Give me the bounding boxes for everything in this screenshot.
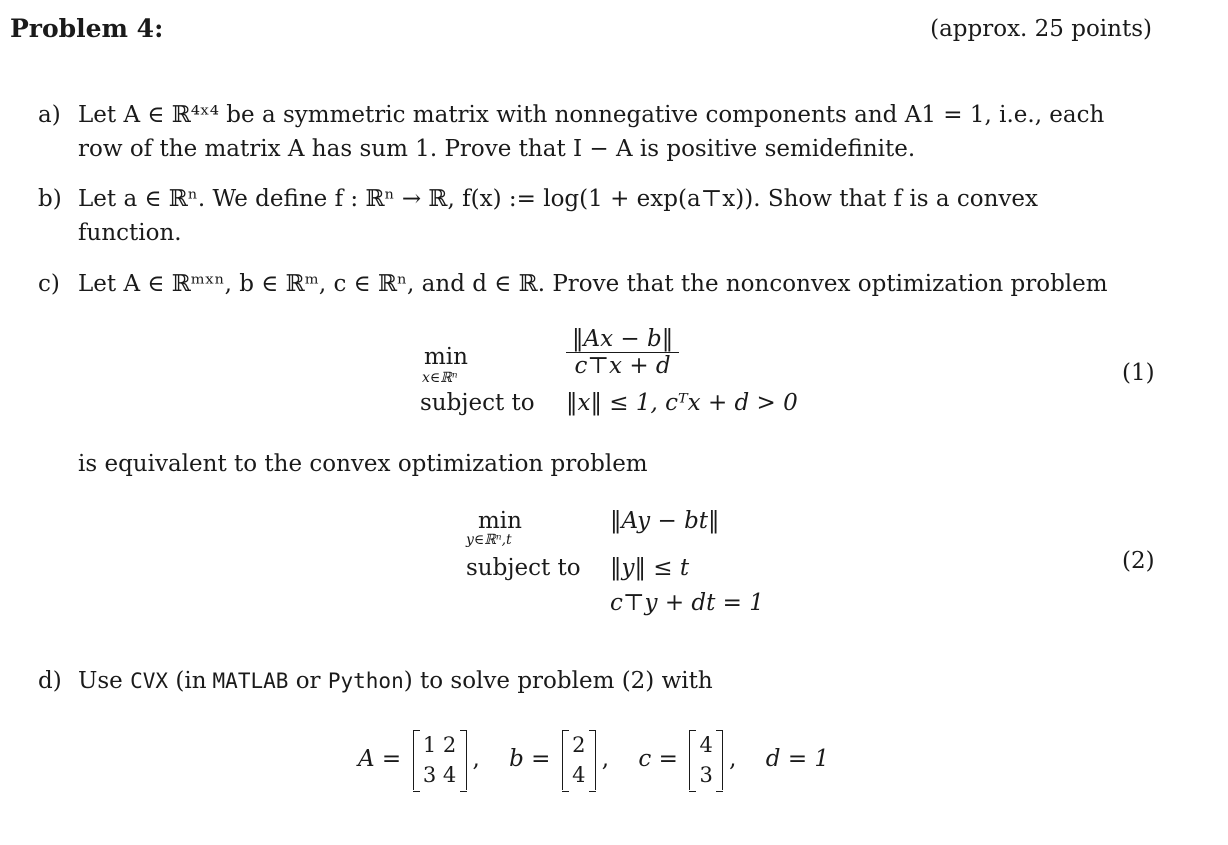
b-label: b = [509,746,551,772]
d-value: d = 1 [765,746,830,772]
part-a-line2: row of the matrix A has sum 1. Prove that I − A is positive semidefinite. [78,136,916,162]
problem-title: Problem 4: [10,14,164,43]
A-21: 3 [422,763,437,787]
eq2-constraint2: c⊤y + dt = 1 [610,590,764,616]
part-a-line1: Let A ∈ ℝ⁴ˣ⁴ be a symmetric matrix with nonnegative components and A1 = 1, i.e., each [78,102,1105,128]
part-c-middle: is equivalent to the convex optimization problem [78,451,648,477]
part-d-in: (in [175,668,207,694]
eq1-fraction [566,326,679,379]
eq1-min: min [424,344,468,370]
part-b-line2: function. [78,220,182,246]
eq1-number: (1) [1122,360,1155,386]
vector-c [689,730,723,790]
part-d-matlab: MATLAB [212,669,289,693]
eq2-min-subscript: y∈ℝⁿ,t [466,532,512,548]
eq1-min-subscript: x∈ℝⁿ [422,370,458,386]
part-d-line1 [78,664,1153,698]
part-a-label: a) [38,102,61,128]
c-label: c = [638,746,678,772]
c-2: 3 [699,763,713,787]
points-label: (approx. 25 points) [930,16,1152,42]
part-b-label: b) [38,186,62,212]
part-b-line1: Let a ∈ ℝⁿ. We define f : ℝⁿ → ℝ, f(x) := log(1 + exp(a⊤x)). Show that f is a convex [78,186,1038,212]
eq2-min: min [478,508,522,534]
A-12: 2 [442,733,457,757]
part-c-line1: Let A ∈ ℝᵐˣⁿ, b ∈ ℝᵐ, c ∈ ℝⁿ, and d ∈ ℝ. Prove that the nonconvex optimization problem [78,271,1108,297]
eq2-objective: ‖Ay − bt‖ [610,508,720,534]
part-d-or: or [295,668,321,694]
part-d-python: Python [327,669,404,693]
part-d-cvx: CVX [130,669,169,693]
part-c-label: c) [38,271,60,297]
part-d-rest: ) to solve problem (2) with [403,668,713,694]
eq1-subject-to: subject to [420,390,535,416]
eq2-subject-to: subject to [466,555,581,581]
eq1-numerator: ‖Ax − b‖ [566,326,679,353]
eq2-constraint1: ‖y‖ ≤ t [610,555,690,581]
b-1: 2 [572,733,586,757]
eq1-denominator: c⊤x + d [574,353,671,379]
A-22: 4 [442,763,457,787]
part-d-label: d) [38,668,62,694]
c-1: 4 [699,733,713,757]
matrix-A [413,730,467,790]
A-11: 1 [422,733,437,757]
eq1-constraint: ‖x‖ ≤ 1, cᵀx + d > 0 [566,390,798,416]
vector-b [562,730,596,790]
matrix-row: A = 1 2 3 4 , b = 2 4 , c = 4 3 , d = 1 [358,730,829,790]
eq2-number: (2) [1122,548,1155,574]
A-label: A = [358,746,402,772]
b-2: 4 [572,763,586,787]
part-d-use: Use [78,668,123,694]
